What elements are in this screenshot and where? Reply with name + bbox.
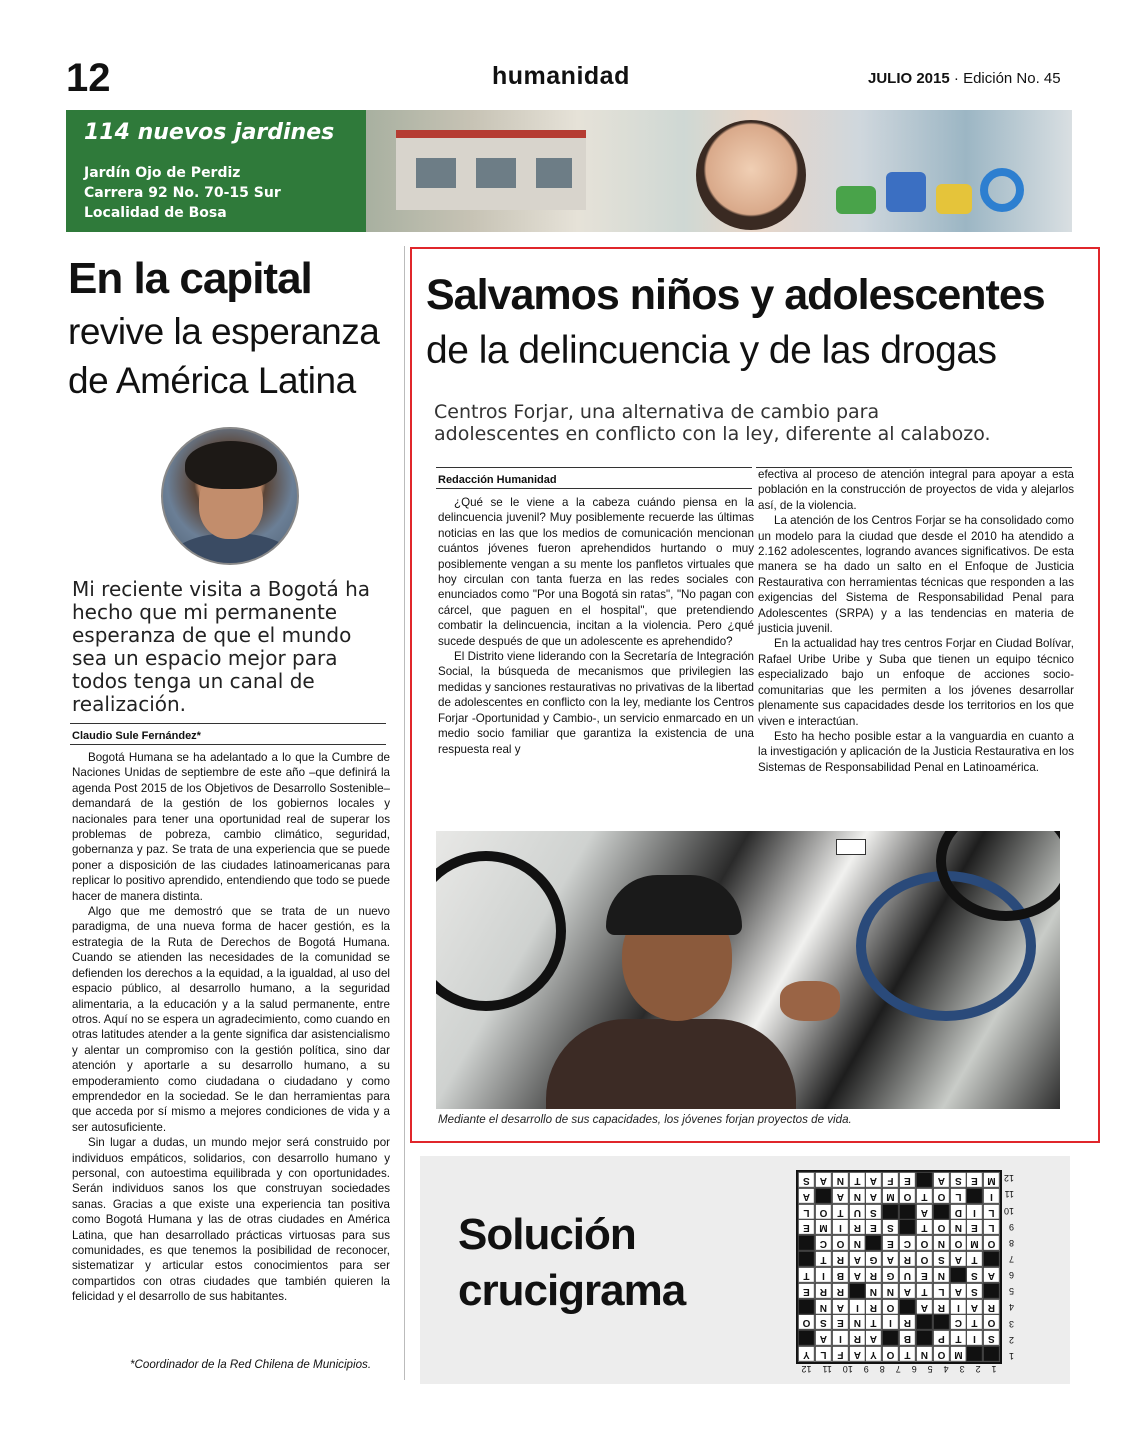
crossword-cell: A xyxy=(849,1251,866,1267)
divider xyxy=(436,467,752,468)
crossword-cell: O xyxy=(933,1346,950,1362)
crossword-cell: T xyxy=(966,1314,983,1330)
crossword-cell: S xyxy=(950,1172,967,1188)
paragraph: Bogotá Humana se ha adelantado a lo que la Cumbre de Naciones Unidas de septiembre de este año –que definirá la agenda Post 2015 de los Objetivos de Desarrollo Sostenible– demandará de la gestión de los gobiernos locales y nacionales para tener una oportunidad real de superar los problemas de pobreza, cambio climático, seguridad, gobernanza y paz. Se trata de una experiencia que se puede poner a disposición de las ciudades latinoamericanas para replicar lo positivo aprendido, entendiendo que todo se puede hacer de manera distinta. xyxy=(72,751,390,903)
crossword-cell: N xyxy=(916,1346,933,1362)
crossword-cell: N xyxy=(933,1235,950,1251)
crossword-cell: M xyxy=(983,1172,1000,1188)
crossword-black-cell xyxy=(899,1299,916,1315)
child-image xyxy=(696,120,806,230)
left-byline: Claudio Sule Fernández* xyxy=(72,730,201,742)
crossword-black-cell xyxy=(933,1314,950,1330)
crossword-cell: R xyxy=(832,1251,849,1267)
crossword-cell: B xyxy=(832,1267,849,1283)
crossword-row-number: 2 xyxy=(1009,1334,1015,1345)
crossword-cell: A xyxy=(933,1172,950,1188)
crossword-cell: O xyxy=(933,1219,950,1235)
crossword-col-number: 2 xyxy=(975,1364,981,1374)
author-portrait xyxy=(161,427,299,565)
crossword-black-cell xyxy=(882,1204,899,1220)
crossword-cell: L xyxy=(798,1204,815,1220)
crossword-black-cell xyxy=(983,1283,1000,1299)
crossword-cell: N xyxy=(815,1299,832,1315)
crossword-black-cell xyxy=(798,1251,815,1267)
crossword-row-number: 11 xyxy=(1004,1189,1015,1200)
crossword-title-line-2: crucigrama xyxy=(458,1266,686,1315)
crossword-cell: N xyxy=(950,1219,967,1235)
crossword-col-number: 9 xyxy=(863,1364,869,1374)
crossword-cell: M xyxy=(882,1188,899,1204)
crossword-cell: T xyxy=(966,1251,983,1267)
crossword-cell: R xyxy=(849,1219,866,1235)
crossword-cell: I xyxy=(966,1204,983,1220)
crossword-cell: I xyxy=(966,1330,983,1346)
crossword-cell: A xyxy=(815,1330,832,1346)
footnote: *Coordinador de la Red Chilena de Municipios. xyxy=(130,1358,372,1371)
crossword-black-cell xyxy=(916,1330,933,1346)
left-subhead-line-1: revive la esperanza xyxy=(68,311,380,352)
crossword-grid xyxy=(796,1170,1002,1364)
crossword-cell: S xyxy=(983,1330,1000,1346)
crossword-cell: I xyxy=(832,1330,849,1346)
crossword-cell: Y xyxy=(865,1346,882,1362)
crossword-row-number: 7 xyxy=(1009,1253,1015,1264)
crossword-row-number: 3 xyxy=(1009,1318,1015,1329)
crossword-cell: S xyxy=(966,1267,983,1283)
crossword-black-cell xyxy=(950,1267,967,1283)
crossword-solution xyxy=(420,1156,1070,1384)
crossword-cell: O xyxy=(798,1314,815,1330)
crossword-cell: N xyxy=(865,1283,882,1299)
crossword-row-number: 6 xyxy=(1009,1270,1015,1281)
crossword-row-number: 4 xyxy=(1009,1302,1015,1313)
crossword-cell: I xyxy=(983,1188,1000,1204)
crossword-cell: I xyxy=(882,1314,899,1330)
photo-caption: Mediante el desarrollo de sus capacidades, los jóvenes forjan proyectos de vida. xyxy=(438,1113,852,1126)
highlighted-article xyxy=(410,247,1100,1143)
article-column-1 xyxy=(438,495,754,757)
crossword-black-cell xyxy=(815,1188,832,1204)
crossword-black-cell xyxy=(849,1283,866,1299)
edition-info xyxy=(868,70,1061,87)
crossword-black-cell xyxy=(916,1314,933,1330)
paragraph: En la actualidad hay tres centros Forjar en Ciudad Bolívar, Rafael Uribe Uribe y Suba que tienen un equipo técnico especializado bajo un enfoque de acciones socio-comunitarias que les permiten a los jóvenes desarrollar plenamente sus capacidades desde los territorios en los que viven e interactúan. xyxy=(758,637,1074,728)
crossword-cell: N xyxy=(882,1283,899,1299)
crossword-col-number: 1 xyxy=(991,1364,997,1374)
crossword-cell: A xyxy=(983,1267,1000,1283)
crossword-cell: I xyxy=(832,1219,849,1235)
crossword-cell: A xyxy=(832,1188,849,1204)
crossword-cell: A xyxy=(865,1172,882,1188)
article-headline: Salvamos niños y adolescentes xyxy=(426,271,1045,319)
crossword-column-numbers xyxy=(796,1364,1002,1374)
crossword-black-cell xyxy=(899,1204,916,1220)
crossword-cell: O xyxy=(983,1314,1000,1330)
crossword-cell: G xyxy=(865,1251,882,1267)
crossword-cell: T xyxy=(916,1188,933,1204)
left-headline: En la capital xyxy=(68,254,312,303)
crossword-cell: A xyxy=(832,1299,849,1315)
crossword-cell: A xyxy=(865,1330,882,1346)
crossword-cell: C xyxy=(899,1235,916,1251)
crossword-cell: E xyxy=(832,1314,849,1330)
crossword-cell: E xyxy=(899,1172,916,1188)
crossword-black-cell xyxy=(966,1346,983,1362)
left-body-text xyxy=(72,750,390,1305)
crossword-cell: S xyxy=(933,1251,950,1267)
paragraph: La atención de los Centros Forjar se ha consolidado como un modelo para la ciudad que desde el 2010 ha atendido a 2.162 adolescentes, logrando avances significativos. De esta manera se ha dado un salto en el Enfoque de Justicia Restaurativa con herramientas técnicas que responden a las exigencias del Sistema de Responsabilidad Penal para Adolescentes (SRPA) y a las tendencias en materia de justicia juvenil. xyxy=(758,514,1074,636)
banner-photo xyxy=(366,110,1072,232)
paragraph: Esto ha hecho posible estar a la vanguardia en cuanto a la investigación y aplicación de la Justicia Restaurativa en los Sistemas de Responsabilidad Penal en Latinoamérica. xyxy=(758,729,1074,774)
left-subhead-line-2: de América Latina xyxy=(68,360,356,401)
crossword-cell: I xyxy=(950,1299,967,1315)
divider xyxy=(436,488,752,489)
crossword-cell: C xyxy=(950,1314,967,1330)
crossword-black-cell xyxy=(966,1188,983,1204)
crossword-col-number: 5 xyxy=(927,1364,933,1374)
paragraph: Algo que me demostró que se trata de un nuevo paradigma, de una nueva forma de hacer gestión, es la estrategia de la Ruta de Derechos de Bogotá Humana. Cuando se atienden las necesidades de la comunidad se defienden los derechos a la equidad, a la igualdad, al uso del espacio público, al desarrollo humano, a la seguridad alimentaria, a la educación y a la salud permanente, entre otros. Aquí no se espera un agradecimiento, como cuando en otras latitudes atender a la gente significa dar asistencialismo y alentar un compromiso con la gestión política, sino dar atención y aportarle a su desarrollo humano, a su empoderamiento como ciudadana o ciudadano y como emprendedor en la sociedad. Se le dan herramientas para que acceda por sí mismo a mejores condiciones de vida y a ser autosuficiente. xyxy=(72,905,390,1134)
crossword-cell: C xyxy=(815,1235,832,1251)
crossword-cell: R xyxy=(865,1299,882,1315)
crossword-row-number: 10 xyxy=(1004,1205,1015,1216)
crossword-cell: U xyxy=(899,1267,916,1283)
crossword-cell: S xyxy=(966,1283,983,1299)
crossword-row-numbers xyxy=(1004,1170,1014,1364)
crossword-cell: R xyxy=(849,1330,866,1346)
edition-separator: · xyxy=(953,70,959,87)
crossword-cell: T xyxy=(815,1251,832,1267)
crossword-col-number: 4 xyxy=(943,1364,949,1374)
crossword-cell: R xyxy=(899,1251,916,1267)
divider xyxy=(70,723,386,724)
paragraph: efectiva al proceso de atención integral para apoyar a esta población en la construcción de proyectos de vida y alejarlos así, de la violencia. xyxy=(758,468,1074,512)
crossword-cell: E xyxy=(798,1219,815,1235)
crossword-cell: O xyxy=(950,1235,967,1251)
section-name: humanidad xyxy=(492,62,630,90)
crossword-cell: L xyxy=(983,1219,1000,1235)
article-byline: Redacción Humanidad xyxy=(438,474,557,486)
crossword-cell: R xyxy=(815,1283,832,1299)
crossword-cell: S xyxy=(865,1204,882,1220)
crossword-cell: S xyxy=(798,1172,815,1188)
crossword-cell: A xyxy=(815,1172,832,1188)
banner-line-2: Carrera 92 No. 70-15 Sur xyxy=(84,185,281,201)
crossword-col-number: 12 xyxy=(801,1364,812,1374)
crossword-cell: N xyxy=(933,1267,950,1283)
crossword-row-number: 8 xyxy=(1009,1237,1015,1248)
crossword-cell: O xyxy=(882,1346,899,1362)
crossword-black-cell xyxy=(899,1219,916,1235)
crossword-cell: O xyxy=(815,1204,832,1220)
crossword-cell: L xyxy=(933,1283,950,1299)
crossword-col-number: 3 xyxy=(959,1364,965,1374)
crossword-black-cell xyxy=(916,1172,933,1188)
divider xyxy=(70,744,386,745)
crossword-cell: E xyxy=(916,1267,933,1283)
page-number: 12 xyxy=(66,56,111,100)
crossword-cell: E xyxy=(865,1219,882,1235)
crossword-cell: M xyxy=(815,1219,832,1235)
crossword-cell: O xyxy=(899,1188,916,1204)
crossword-cell: T xyxy=(916,1283,933,1299)
crossword-cell: A xyxy=(798,1188,815,1204)
crossword-cell: F xyxy=(882,1172,899,1188)
crossword-cell: N xyxy=(849,1314,866,1330)
banner-title: 114 nuevos jardines xyxy=(84,120,335,145)
crossword-cell: L xyxy=(983,1204,1000,1220)
crossword-black-cell xyxy=(798,1299,815,1315)
crossword-cell: O xyxy=(832,1235,849,1251)
crossword-cell: A xyxy=(916,1204,933,1220)
crossword-cell: T xyxy=(849,1172,866,1188)
article-subhead: de la delincuencia y de las drogas xyxy=(426,329,997,372)
crossword-cell: A xyxy=(882,1251,899,1267)
crossword-black-cell xyxy=(798,1330,815,1346)
crossword-cell: Y xyxy=(798,1346,815,1362)
crossword-cell: U xyxy=(849,1204,866,1220)
crossword-title-line-1: Solución xyxy=(458,1210,636,1259)
crossword-cell: A xyxy=(899,1283,916,1299)
column-divider xyxy=(404,246,405,1380)
banner-line-1: Jardín Ojo de Perdiz xyxy=(84,165,241,181)
crossword-cell: R xyxy=(983,1299,1000,1315)
crossword-cell: F xyxy=(832,1346,849,1362)
crossword-cell: A xyxy=(916,1299,933,1315)
crossword-cell: E xyxy=(882,1235,899,1251)
crossword-cell: P xyxy=(933,1330,950,1346)
paragraph: Sin lugar a dudas, un mundo mejor será construido por individuos empáticos, solidarios, con desarrollo humano y personal, con autoestima equilibrada y con oportunidades. Serán individuos sanos los que construyan sociedades sanas. Gracias a que existe una experiencia tan positiva como Bogotá Humana y las de otras ciudades en América Latina, que han desarrollado prácticas virtuosas para sus comunidades, es que tenemos la posibilidad de reconocer, sistematizar y articular estos conocimientos para ser compartidos con otras ciudades que también quieren la felicidad y el desarrollo de sus habitantes. xyxy=(72,1136,390,1304)
crossword-black-cell xyxy=(933,1204,950,1220)
crossword-black-cell xyxy=(865,1235,882,1251)
crossword-row-number: 12 xyxy=(1004,1173,1015,1184)
crossword-black-cell xyxy=(798,1235,815,1251)
article-column-2 xyxy=(758,467,1074,775)
pull-quote: Mi reciente visita a Bogotá ha hecho que mi permanente esperanza de que el mundo sea un espacio mejor para todos tenga un canal de realización. xyxy=(72,577,371,716)
edition-number: Edición No. 45 xyxy=(963,70,1061,87)
crossword-cell: A xyxy=(849,1267,866,1283)
building-image xyxy=(396,130,586,210)
crossword-row-number: 9 xyxy=(1009,1221,1015,1232)
crossword-cell: T xyxy=(916,1219,933,1235)
article-deck: Centros Forjar, una alternativa de cambio para adolescentes en conflicto con la ley, diferente al calabozo. xyxy=(434,401,991,445)
crossword-cell: B xyxy=(899,1330,916,1346)
crossword-cell: T xyxy=(899,1346,916,1362)
crossword-cell: N xyxy=(832,1172,849,1188)
crossword-col-number: 7 xyxy=(895,1364,901,1374)
crossword-cell: I xyxy=(849,1299,866,1315)
crossword-cell: A xyxy=(849,1346,866,1362)
crossword-col-number: 8 xyxy=(879,1364,885,1374)
sign-image xyxy=(836,839,866,855)
crossword-cell: O xyxy=(916,1251,933,1267)
crossword-cell: O xyxy=(933,1188,950,1204)
crossword-cell: D xyxy=(950,1204,967,1220)
banner-line-3: Localidad de Bosa xyxy=(84,205,227,221)
crossword-cell: N xyxy=(849,1188,866,1204)
crossword-cell: R xyxy=(832,1283,849,1299)
crossword-row-number: 1 xyxy=(1009,1350,1015,1361)
crossword-cell: A xyxy=(865,1188,882,1204)
crossword-cell: G xyxy=(882,1267,899,1283)
crossword-col-number: 10 xyxy=(842,1364,853,1374)
paragraph: ¿Qué se le viene a la cabeza cuándo piensa en la delincuencia juvenil? Muy posiblemente recuerde las últimas noticias en las que los medios de comunicación mencionan cuántos jóvenes fueron aprehendidos hurtando o muy posiblemente vengan a su mente los panfletos virtuales que hoy circulan con tanta fuerza en las redes sociales con enunciados como "Por una Bogotá sin ratas", "No pagan con cárcel, que paguen en el hospital", que pretendiendo combatir la delincuencia, incitan a la violencia. Pero ¿qué sucede después de que un adolescente es aprehendido? xyxy=(438,496,754,648)
crossword-cell: R xyxy=(933,1299,950,1315)
crossword-cell: A xyxy=(950,1283,967,1299)
crossword-cell: T xyxy=(950,1330,967,1346)
crossword-cell: T xyxy=(798,1267,815,1283)
crossword-cell: R xyxy=(899,1314,916,1330)
crossword-cell: E xyxy=(798,1283,815,1299)
crossword-cell: A xyxy=(950,1251,967,1267)
crossword-cell: R xyxy=(865,1267,882,1283)
crossword-cell: M xyxy=(950,1346,967,1362)
crossword-cell: I xyxy=(815,1267,832,1283)
crossword-black-cell xyxy=(882,1330,899,1346)
crossword-cell: O xyxy=(882,1299,899,1315)
edition-date: JULIO 2015 xyxy=(868,70,950,87)
crossword-row-number: 5 xyxy=(1009,1286,1015,1297)
crossword-cell: L xyxy=(950,1188,967,1204)
crossword-cell: L xyxy=(815,1346,832,1362)
paragraph: El Distrito viene liderando con la Secretaría de Integración Social, la búsqueda de mecanismos que privilegien las medidas y sanciones restaurativas no privativas de la libertad de adolescentes en conflicto con la ley, mediante los Centros Forjar -Oportunidad y Cambio-, un servicio enmarcado en un medio socio familiar que garantiza la existencia de una respuesta real y xyxy=(438,650,754,756)
crossword-cell: S xyxy=(815,1314,832,1330)
crossword-cell: E xyxy=(966,1172,983,1188)
crossword-cell: T xyxy=(832,1204,849,1220)
crossword-cell: N xyxy=(849,1235,866,1251)
crossword-cell: S xyxy=(882,1219,899,1235)
crossword-black-cell xyxy=(983,1346,1000,1362)
crossword-cell: M xyxy=(966,1235,983,1251)
crossword-col-number: 11 xyxy=(822,1364,832,1374)
crossword-col-number: 6 xyxy=(911,1364,917,1374)
crossword-cell: E xyxy=(966,1219,983,1235)
crossword-cell: A xyxy=(966,1299,983,1315)
crossword-cell: T xyxy=(865,1314,882,1330)
article-photo xyxy=(436,831,1060,1109)
crossword-black-cell xyxy=(983,1251,1000,1267)
crossword-cell: O xyxy=(916,1235,933,1251)
kindergarten-banner xyxy=(66,110,1072,232)
crossword-cell: O xyxy=(983,1235,1000,1251)
